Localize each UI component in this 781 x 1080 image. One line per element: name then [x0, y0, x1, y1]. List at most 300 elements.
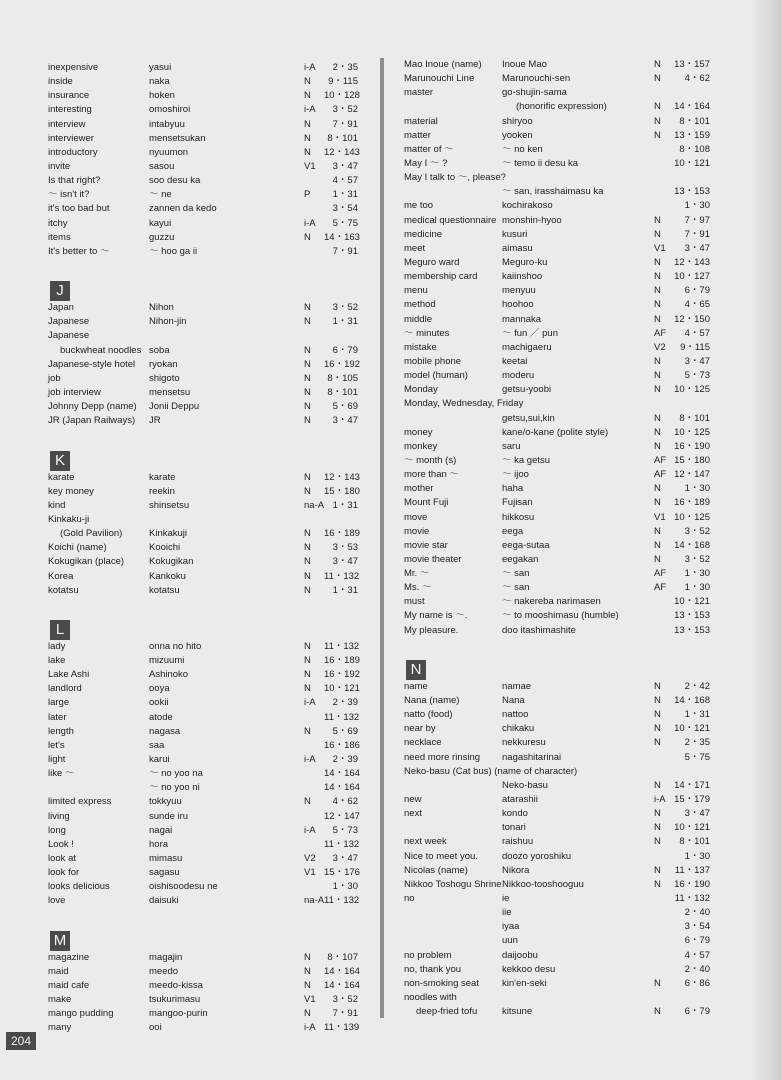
entry-part-of-speech: N: [304, 570, 311, 582]
entry-english: Nicolas (name): [404, 864, 468, 876]
entry-english: master: [404, 87, 434, 99]
entry-lesson-ref: 10・121: [674, 157, 710, 169]
glossary-entry: [404, 454, 724, 468]
entry-part-of-speech: N: [654, 73, 661, 85]
entry-japanese: eegakan: [502, 553, 539, 565]
entry-lesson-ref: 2・39: [332, 754, 358, 766]
glossary-entry: [48, 654, 368, 668]
entry-part-of-speech: N: [304, 528, 311, 540]
glossary-entry: [404, 991, 724, 1005]
glossary-entry: [404, 86, 724, 100]
entry-part-of-speech: N: [654, 299, 661, 311]
entry-part-of-speech: N: [304, 655, 311, 667]
glossary-entry: [48, 951, 368, 965]
entry-part-of-speech: i-A: [304, 217, 316, 229]
entry-english: material: [404, 115, 438, 127]
entry-part-of-speech: N: [304, 965, 311, 977]
entry-english: May I talk to ～, please?: [404, 172, 506, 184]
entry-english: move: [404, 511, 428, 523]
glossary-entry: [404, 185, 724, 199]
entry-english: large: [48, 697, 70, 709]
entry-japanese: Kooichi: [149, 542, 181, 554]
entry-part-of-speech: N: [654, 426, 661, 438]
entry-lesson-ref: 5・69: [332, 725, 358, 737]
entry-lesson-ref: 8・101: [327, 386, 358, 398]
entry-japanese: ～ no yoo na: [149, 768, 203, 780]
entry-lesson-ref: 2・39: [332, 697, 358, 709]
entry-english: model (human): [404, 370, 468, 382]
entry-lesson-ref: 10・125: [674, 426, 710, 438]
entry-part-of-speech: N: [654, 497, 661, 509]
glossary-entry: [404, 115, 724, 129]
entry-part-of-speech: N: [654, 539, 661, 551]
glossary-entry: [404, 270, 724, 284]
entry-japanese: namae: [502, 680, 532, 692]
entry-lesson-ref: 5・73: [332, 824, 358, 836]
entry-japanese: kin'en-seki: [502, 977, 547, 989]
entry-lesson-ref: 3・52: [684, 553, 710, 565]
entry-japanese: ooi: [149, 1022, 162, 1034]
entry-english: Mr. ～: [404, 568, 430, 580]
entry-part-of-speech: N: [304, 302, 311, 314]
entry-lesson-ref: 5・75: [684, 751, 710, 763]
glossary-entry: [48, 132, 368, 146]
section-spacer: [404, 638, 724, 652]
entry-japanese: JR: [149, 415, 161, 427]
entry-lesson-ref: 15・179: [674, 794, 710, 806]
entry-english: items: [48, 231, 71, 243]
glossary-entry: [404, 624, 724, 638]
entry-english: mobile phone: [404, 355, 462, 367]
entry-lesson-ref: 6・79: [684, 1006, 710, 1018]
glossary-entry: [404, 143, 724, 157]
section-letter: J: [50, 281, 70, 301]
entry-english: magazine: [48, 951, 90, 963]
entry-japanese: saru: [502, 440, 521, 452]
entry-japanese: kusuri: [502, 228, 528, 240]
glossary-entry: [404, 228, 724, 242]
entry-lesson-ref: 16・192: [324, 669, 360, 681]
glossary-entry: [48, 61, 368, 75]
entry-lesson-ref: 13・157: [674, 59, 710, 70]
entry-japanese: Fujisan: [502, 497, 533, 509]
entry-japanese: mangoo-purin: [149, 1008, 208, 1020]
entry-part-of-speech: N: [304, 556, 311, 568]
glossary-entry: [404, 157, 724, 171]
entry-part-of-speech: N: [304, 640, 311, 652]
entry-part-of-speech: N: [654, 384, 661, 396]
glossary-entry: [48, 118, 368, 132]
glossary-entry: [404, 963, 724, 977]
entry-lesson-ref: 1・30: [684, 582, 710, 594]
glossary-entry: [404, 383, 724, 397]
glossary-entry: [404, 751, 724, 765]
glossary-entry: [48, 202, 368, 216]
glossary-entry: [48, 146, 368, 160]
entry-english: Ms. ～: [404, 582, 432, 594]
entry-english: method: [404, 299, 436, 311]
entry-english: look for: [48, 867, 80, 879]
entry-part-of-speech: AF: [654, 454, 667, 466]
section-header: [48, 923, 368, 951]
entry-japanese: ～ no yoo ni: [149, 782, 200, 794]
entry-english: next: [404, 808, 422, 820]
entry-japanese: omoshiroi: [149, 104, 191, 116]
glossary-entry: [404, 708, 724, 722]
entry-part-of-speech: AF: [654, 469, 667, 481]
glossary-entry: [48, 965, 368, 979]
entry-part-of-speech: V1: [304, 867, 316, 879]
glossary-entry: [404, 934, 724, 948]
glossary-entry: [48, 993, 368, 1007]
section-header: [48, 273, 368, 301]
entry-english: it's too bad but: [48, 203, 110, 215]
glossary-entry: [48, 89, 368, 103]
glossary-entry: [404, 793, 724, 807]
glossary-entry: [404, 553, 724, 567]
glossary-entry: [48, 852, 368, 866]
entry-japanese: zannen da kedo: [149, 203, 217, 215]
glossary-entry: [404, 482, 724, 496]
glossary-entry: [48, 499, 368, 513]
entry-lesson-ref: 10・121: [674, 723, 710, 735]
entry-japanese: keetai: [502, 355, 528, 367]
entry-lesson-ref: 16・186: [324, 739, 360, 751]
entry-japanese: ～ san: [502, 582, 530, 594]
entry-lesson-ref: 4・62: [332, 796, 358, 808]
glossary-entry: [48, 1007, 368, 1021]
glossary-left-column: [48, 61, 368, 1036]
entry-lesson-ref: 14・168: [674, 695, 710, 707]
entry-lesson-ref: 1・30: [684, 850, 710, 862]
entry-part-of-speech: N: [304, 951, 311, 963]
entry-english: karate: [48, 471, 75, 483]
entry-lesson-ref: 7・91: [684, 228, 710, 240]
entry-english: noodles with: [404, 992, 457, 1003]
entry-japanese: machigaeru: [502, 341, 552, 353]
entry-lesson-ref: 3・47: [332, 556, 358, 568]
entry-japanese: magajin: [149, 951, 183, 963]
entry-part-of-speech: N: [304, 980, 311, 992]
glossary-entry: [404, 609, 724, 623]
glossary-entry: [404, 525, 724, 539]
entry-lesson-ref: 8・101: [679, 412, 710, 424]
glossary-entry: [48, 344, 368, 358]
entry-part-of-speech: N: [304, 76, 311, 88]
entry-english: interesting: [48, 104, 92, 116]
glossary-entry: [404, 977, 724, 991]
entry-japanese: kotatsu: [149, 584, 180, 596]
glossary-entry: [404, 581, 724, 595]
entry-lesson-ref: 8・101: [679, 836, 710, 848]
entry-part-of-speech: N: [654, 214, 661, 226]
section-letter: N: [406, 660, 426, 680]
entry-lesson-ref: 3・52: [332, 302, 358, 314]
section-letter: M: [50, 931, 70, 951]
entry-english: interview: [48, 118, 86, 130]
entry-english: mother: [404, 483, 434, 495]
entry-english: introductory: [48, 146, 98, 158]
entry-part-of-speech: i-A: [304, 824, 316, 836]
entry-lesson-ref: 1・30: [332, 881, 358, 893]
entry-lesson-ref: 12・150: [674, 313, 710, 325]
entry-lesson-ref: 12・147: [674, 469, 710, 481]
entry-lesson-ref: 11・132: [324, 711, 360, 723]
entry-japanese: Kankoku: [149, 570, 186, 582]
section-spacer: [48, 428, 368, 442]
page-number: 204: [6, 1032, 36, 1050]
glossary-entry: [48, 668, 368, 682]
entry-lesson-ref: 10・125: [674, 384, 710, 396]
entry-japanese: mensetsukan: [149, 132, 206, 144]
entry-lesson-ref: 3・52: [332, 994, 358, 1006]
entry-english: ～ minutes: [404, 327, 450, 339]
entry-japanese: doozo yoroshiku: [502, 850, 572, 862]
entry-english: meet: [404, 242, 426, 254]
glossary-entry: [404, 440, 724, 454]
entry-english: monkey: [404, 440, 438, 452]
entry-lesson-ref: 1・30: [684, 200, 710, 212]
entry-japanese: mizuumi: [149, 655, 185, 667]
entry-part-of-speech: N: [304, 344, 311, 356]
entry-part-of-speech: AF: [654, 327, 667, 339]
entry-lesson-ref: 6・79: [684, 935, 710, 947]
entry-english: movie theater: [404, 553, 462, 565]
entry-lesson-ref: 15・180: [324, 485, 360, 497]
entry-japanese: ooya: [149, 683, 170, 695]
glossary-entry: [404, 595, 724, 609]
entry-japanese: Nihon-jin: [149, 316, 187, 328]
entry-part-of-speech: N: [654, 836, 661, 848]
entry-part-of-speech: N: [654, 483, 661, 495]
entry-japanese: reekin: [149, 485, 175, 497]
entry-japanese: moderu: [502, 370, 535, 382]
glossary-entry: [48, 894, 368, 908]
entry-japanese: ～ san, irasshaimasu ka: [502, 186, 604, 198]
entry-japanese: hikkosu: [502, 511, 535, 523]
glossary-entry: [48, 570, 368, 584]
entry-lesson-ref: 16・189: [324, 655, 360, 667]
entry-japanese: Marunouchi-sen: [502, 73, 571, 85]
entry-japanese: Nikkoo-tooshooguu: [502, 878, 584, 890]
glossary-entry: [48, 753, 368, 767]
entry-part-of-speech: V1: [654, 242, 666, 254]
entry-part-of-speech: N: [304, 401, 311, 413]
section-letter: K: [50, 451, 70, 471]
entry-part-of-speech: N: [304, 118, 311, 130]
entry-japanese: ～ nakereba narimasen: [502, 596, 601, 608]
entry-english: mango pudding: [48, 1008, 114, 1020]
entry-lesson-ref: 3・47: [332, 415, 358, 427]
glossary-entry: [48, 188, 368, 202]
entry-english: later: [48, 711, 67, 723]
entry-lesson-ref: 8・101: [679, 115, 710, 127]
glossary-entry: [48, 824, 368, 838]
entry-part-of-speech: V1: [654, 511, 666, 523]
entry-japanese: atarashii: [502, 794, 538, 806]
glossary-entry: [404, 850, 724, 864]
entry-japanese: ～ hoo ga ii: [149, 245, 198, 257]
glossary-entry: [48, 696, 368, 710]
glossary-entry: [404, 355, 724, 369]
entry-part-of-speech: N: [654, 723, 661, 735]
entry-lesson-ref: 11・132: [324, 838, 360, 850]
glossary-entry: [48, 541, 368, 555]
entry-japanese: saa: [149, 739, 165, 751]
glossary-entry: [404, 369, 724, 383]
entry-lesson-ref: 1・31: [332, 316, 358, 328]
entry-japanese: shiryoo: [502, 115, 533, 127]
entry-japanese: Jonii Deppu: [149, 401, 200, 413]
entry-part-of-speech: N: [654, 695, 661, 707]
glossary-entry: [404, 694, 724, 708]
entry-english: need more rinsing: [404, 751, 481, 763]
entry-english: Koichi (name): [48, 542, 107, 554]
entry-japanese: iyaa: [502, 921, 520, 933]
entry-lesson-ref: 6・79: [332, 344, 358, 356]
entry-part-of-speech: N: [654, 737, 661, 749]
entry-english: movie star: [404, 539, 448, 551]
glossary-entry: [404, 100, 724, 114]
glossary-entry: [404, 511, 724, 525]
entry-english: Japan: [48, 302, 74, 314]
entry-japanese: ～ san: [502, 568, 530, 580]
entry-lesson-ref: 7・91: [332, 1008, 358, 1020]
entry-japanese: mensetsu: [149, 386, 191, 398]
entry-part-of-speech: N: [654, 779, 661, 791]
glossary-entry: [48, 103, 368, 117]
entry-part-of-speech: N: [304, 584, 311, 596]
entry-english: inside: [48, 76, 73, 88]
entry-japanese: meedo: [149, 965, 179, 977]
entry-lesson-ref: 1・31: [684, 709, 710, 721]
entry-japanese: nagai: [149, 824, 173, 836]
entry-japanese: raishuu: [502, 836, 534, 848]
entry-part-of-speech: N: [304, 316, 311, 328]
entry-english: buckwheat noodles: [60, 344, 142, 356]
entry-english: Japanese: [48, 316, 90, 328]
entry-japanese: kane/o-kane (polite style): [502, 426, 609, 438]
glossary-entry: [48, 880, 368, 894]
entry-english: Lake Ashi: [48, 669, 90, 681]
entry-part-of-speech: N: [304, 683, 311, 695]
entry-lesson-ref: 15・180: [674, 454, 710, 466]
glossary-entry: [48, 315, 368, 329]
entry-japanese: oishisoodesu ne: [149, 881, 218, 893]
entry-english: name: [404, 680, 428, 692]
entry-japanese: Nikora: [502, 864, 530, 876]
entry-english: Neko-basu (Cat bus) (name of character): [404, 765, 578, 777]
entry-lesson-ref: 8・101: [327, 132, 358, 144]
entry-lesson-ref: 4・57: [332, 175, 358, 187]
entry-english: key money: [48, 485, 94, 497]
entry-english: Kokugikan (place): [48, 556, 125, 568]
entry-english: Mao Inoue (name): [404, 59, 482, 70]
entry-part-of-speech: N: [304, 372, 311, 384]
entry-english: money: [404, 426, 433, 438]
entry-part-of-speech: N: [304, 146, 311, 158]
entry-lesson-ref: 10・128: [324, 90, 360, 102]
entry-japanese: karui: [149, 754, 170, 766]
entry-english: JR (Japan Railways): [48, 415, 136, 427]
entry-japanese: doo itashimashite: [502, 624, 576, 636]
entry-part-of-speech: P: [304, 189, 311, 201]
entry-lesson-ref: 5・69: [332, 401, 358, 413]
entry-lesson-ref: 3・47: [684, 355, 710, 367]
entry-japanese: tsukurimasu: [149, 994, 201, 1006]
entry-lesson-ref: 8・107: [327, 951, 358, 963]
glossary-entry: [404, 567, 724, 581]
glossary-entry: [48, 838, 368, 852]
entry-japanese: ～ ne: [149, 189, 172, 201]
entry-part-of-speech: N: [654, 101, 661, 113]
entry-english: living: [48, 810, 70, 822]
entry-lesson-ref: 13・159: [674, 129, 710, 141]
entry-lesson-ref: 10・121: [324, 683, 360, 695]
entry-part-of-speech: i-A: [304, 62, 316, 73]
entry-english: job: [48, 372, 61, 384]
glossary-entry: [48, 866, 368, 880]
entry-lesson-ref: 12・143: [324, 471, 360, 483]
entry-part-of-speech: N: [304, 1008, 311, 1020]
entry-part-of-speech: AF: [654, 582, 667, 594]
entry-part-of-speech: N: [304, 485, 311, 497]
glossary-entry: [48, 471, 368, 485]
glossary-entry: [48, 231, 368, 245]
glossary-entry: [404, 1005, 724, 1019]
entry-lesson-ref: 16・189: [674, 497, 710, 509]
entry-english: Meguro ward: [404, 256, 460, 268]
entry-lesson-ref: 14・168: [674, 539, 710, 551]
entry-lesson-ref: 14・164: [324, 980, 360, 992]
entry-japanese: nyuumon: [149, 146, 189, 158]
entry-english: Marunouchi Line: [404, 73, 475, 85]
entry-japanese: Ashinoko: [149, 669, 189, 681]
entry-english: Monday, Wednesday, Friday: [404, 398, 524, 410]
entry-part-of-speech: N: [304, 669, 311, 681]
glossary-entry: [404, 765, 724, 779]
glossary-entry: [404, 327, 724, 341]
entry-english: look at: [48, 853, 76, 865]
entry-english: Monday: [404, 384, 438, 396]
entry-part-of-speech: N: [304, 358, 311, 370]
glossary-entry: [404, 242, 724, 256]
entry-english: ～ month (s): [404, 454, 457, 466]
glossary-entry: [404, 397, 724, 411]
entry-english: kotatsu: [48, 584, 79, 596]
entry-japanese: ～ fun ／ pun: [502, 327, 558, 339]
entry-lesson-ref: 3・52: [332, 104, 358, 116]
glossary-entry: [404, 426, 724, 440]
entry-english: Nice to meet you.: [404, 850, 478, 862]
entry-japanese: Inoue Mao: [502, 59, 547, 70]
entry-part-of-speech: N: [304, 542, 311, 554]
entry-english: non-smoking seat: [404, 977, 479, 989]
entry-english: membership card: [404, 271, 478, 283]
entry-english: mistake: [404, 341, 437, 353]
entry-lesson-ref: 16・192: [324, 358, 360, 370]
entry-part-of-speech: i-A: [304, 754, 316, 766]
entry-japanese: kitsune: [502, 1006, 533, 1018]
entry-english: interviewer: [48, 132, 94, 144]
glossary-entry: [48, 160, 368, 174]
glossary-entry: [404, 341, 724, 355]
entry-part-of-speech: na-A: [304, 895, 325, 907]
entry-english: It's better to ～: [48, 245, 110, 257]
entry-english: Nikkoo Toshogu Shrine: [404, 878, 502, 890]
entry-lesson-ref: 4・57: [684, 949, 710, 961]
entry-lesson-ref: 6・86: [684, 977, 710, 989]
